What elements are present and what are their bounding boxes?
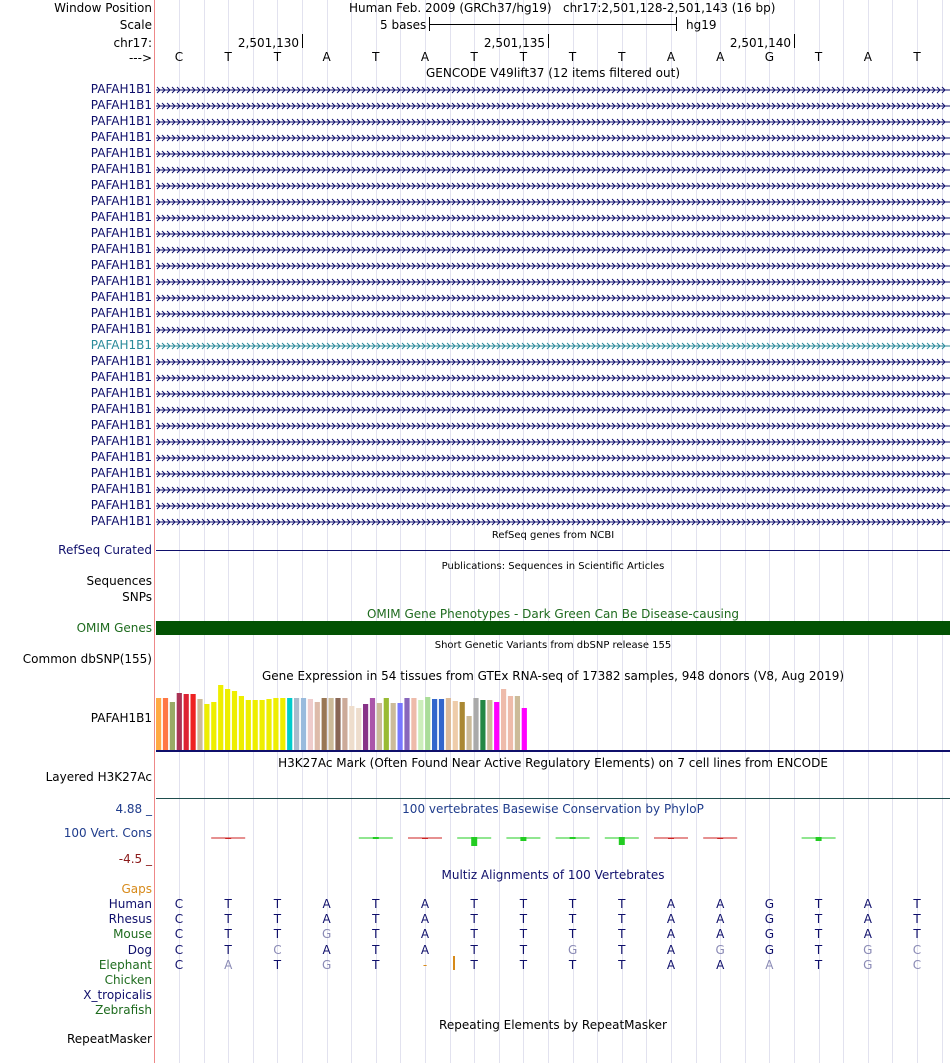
gencode-transcript-line[interactable] [156,405,950,415]
omim-gene-bar[interactable] [156,621,950,635]
gencode-track-title: GENCODE V49lift37 (12 items filtered out) [425,66,680,80]
alignment-base: C [174,927,184,942]
gtex-bar-chart[interactable] [155,682,950,754]
window-position-label: Window Position [54,1,152,15]
gencode-transcript-line[interactable] [156,229,950,239]
gtex-tissue-bar[interactable] [273,698,278,750]
omim-track-label[interactable]: OMIM Genes [76,621,152,635]
gencode-transcript-label[interactable]: PAFAH1B1 [90,162,152,176]
alignment-base: C [912,942,922,957]
conservation-track-label[interactable]: 100 Vert. Cons [63,826,152,840]
gtex-tissue-bar[interactable] [432,699,437,750]
conservation-score-bar[interactable] [422,838,428,839]
conservation-plot[interactable] [155,816,950,862]
conservation-score-bar[interactable] [520,837,526,841]
gencode-transcript-label[interactable]: PAFAH1B1 [90,114,152,128]
alignment-base: A [716,912,725,927]
alignment-base: T [618,927,626,942]
gencode-transcript-line[interactable] [156,117,950,127]
alignment-base: T [224,927,232,942]
gencode-transcript-label[interactable]: PAFAH1B1 [90,386,152,400]
alignment-base: T [519,912,528,927]
alignment-base: T [519,957,528,972]
gencode-transcript-label[interactable]: PAFAH1B1 [90,178,152,192]
gencode-transcript-label[interactable]: PAFAH1B1 [90,194,152,208]
conservation-score-bar[interactable] [816,837,822,841]
conservation-score-bar[interactable] [225,838,231,839]
sequence-base: A [863,50,872,64]
gencode-transcript-line[interactable] [156,357,950,367]
gencode-transcript-line[interactable] [156,373,950,383]
alignment-base: T [814,897,823,911]
gtex-tissue-bar[interactable] [191,694,196,750]
gtex-tissue-bar[interactable] [335,698,340,750]
alignment-base: G [863,957,873,972]
alignment-base: T [372,957,380,972]
label-column-border [154,0,155,1063]
strand-label: ---> [128,51,152,65]
alignment-base: A [765,957,774,972]
alignment-base: T [470,897,478,911]
alignment-base: T [814,942,823,957]
gencode-transcript-line[interactable] [156,389,950,399]
gtex-tissue-bar[interactable] [225,689,230,750]
gtex-tissue-bar[interactable] [501,689,506,750]
gencode-transcript-label[interactable]: PAFAH1B1 [90,146,152,160]
gtex-tissue-bar[interactable] [480,700,485,750]
gtex-tissue-bar[interactable] [460,702,465,750]
alignment-base: T [470,912,478,927]
tick-mark [302,34,303,48]
gencode-transcript-line[interactable] [156,213,950,223]
alignment-base: T [568,957,577,972]
gtex-tissue-bar[interactable] [163,698,168,750]
gtex-tissue-bar[interactable] [204,704,209,750]
sequence-base: T [913,50,921,64]
sequence-base: T [814,50,823,64]
gencode-transcript-line[interactable] [156,85,950,95]
gtex-tissue-bar[interactable] [342,698,347,750]
alignment-base: A [716,927,725,942]
alignment-base: G [764,942,775,957]
position-readout: chr17:2,501,128-2,501,143 (16 bp) [562,1,776,15]
species-label[interactable]: Mouse [113,927,152,942]
chrom-label: chr17: [113,36,152,50]
gencode-transcript-label[interactable]: PAFAH1B1 [90,98,152,112]
gtex-tissue-bar[interactable] [384,698,389,750]
alignment-base: T [273,927,282,942]
alignment-base: T [519,942,528,957]
alignment-base: T [470,927,478,942]
species-label[interactable]: Zebrafish [95,1003,152,1018]
gtex-tissue-bar[interactable] [211,702,216,750]
scale-bar [429,17,677,31]
alignment-base: T [913,927,921,942]
gtex-tissue-bar[interactable] [170,702,175,750]
gtex-tissue-bar[interactable] [508,696,513,750]
refseq-track-label[interactable]: RefSeq Curated [58,543,152,557]
alignment-base: C [174,912,184,927]
gtex-tissue-bar[interactable] [391,703,396,750]
gtex-tissue-bar[interactable] [280,698,285,750]
gencode-transcript-line[interactable] [156,341,950,351]
gencode-transcript-line[interactable] [156,133,950,143]
gtex-tissue-bar[interactable] [439,699,444,750]
alignment-base: T [568,927,577,942]
alignment-base: A [666,927,676,942]
gtex-tissue-bar[interactable] [322,698,327,750]
alignment-base: A [716,957,725,972]
alignment-base: T [372,927,380,942]
gencode-transcript-label[interactable]: PAFAH1B1 [90,450,152,464]
alignment-base: T [519,927,528,942]
publications-track-title: Publications: Sequences in Scientific Articles [441,561,665,572]
alignment-base: T [814,957,823,972]
alignment-base: A [666,897,676,911]
gencode-transcript-line[interactable] [156,485,950,495]
alignment-base: T [470,957,478,972]
gtex-tissue-bar[interactable] [156,698,161,750]
alignment-base: T [372,912,380,927]
alignment-base: A [863,897,872,911]
alignment-base: G [764,897,775,911]
sequence-base: A [666,50,676,64]
gencode-transcript-label[interactable]: PAFAH1B1 [90,130,152,144]
alignment-base: G [863,942,873,957]
alignment-base: G [764,927,775,942]
alignment-base: A [322,897,331,911]
scale-label: Scale [119,18,152,32]
gtex-tissue-bar[interactable] [356,708,361,750]
gencode-transcript-line[interactable] [156,181,950,191]
gtex-tissue-bar[interactable] [370,698,375,750]
conservation-ymin: -4.5 _ [118,852,152,866]
gencode-transcript-label[interactable]: PAFAH1B1 [90,498,152,512]
gtex-tissue-bar[interactable] [177,693,182,750]
gtex-tissue-bar[interactable] [329,698,334,750]
gencode-transcript-label[interactable]: PAFAH1B1 [90,82,152,96]
h3k27ac-track-title: H3K27Ac Mark (Often Found Near Active Regulatory Elements) on 7 cell lines from ENCODE [278,756,828,770]
gtex-tissue-bar[interactable] [467,716,472,750]
repeatmasker-track-title: Repeating Elements by RepeatMasker [439,1018,667,1032]
gtex-tissue-bar[interactable] [487,700,492,750]
conservation-score-bar[interactable] [471,837,477,846]
repeatmasker-track-label[interactable]: RepeatMasker [66,1032,152,1046]
alignment-base: G [567,942,578,957]
conservation-score-bar[interactable] [619,837,625,845]
gtex-tissue-bar[interactable] [411,698,416,750]
alignment-base: A [863,912,872,927]
conservation-ymax: 4.88 _ [115,802,152,816]
alignment-base: C [174,957,184,972]
gencode-transcript-line[interactable] [156,309,950,319]
tick-mark [548,34,549,48]
sequence-base: A [322,50,331,64]
gtex-tissue-bar[interactable] [349,706,354,750]
gtex-tissue-bar[interactable] [184,694,189,750]
gtex-tissue-bar[interactable] [260,700,265,750]
gtex-tissue-bar[interactable] [246,700,251,750]
sequence-base: A [716,50,725,64]
alignment-base: T [618,912,626,927]
refseq-feature-line[interactable] [156,550,950,551]
gencode-transcript-line[interactable] [156,453,950,463]
alignment-base: T [568,912,577,927]
gencode-transcript-label[interactable]: PAFAH1B1 [90,466,152,480]
gencode-transcript-line[interactable] [156,197,950,207]
refseq-track-title: RefSeq genes from NCBI [491,530,615,541]
h3k27ac-baseline [156,798,950,799]
assembly-title [349,1,775,15]
gencode-transcript-line[interactable] [156,517,950,527]
gencode-transcript-label[interactable]: PAFAH1B1 [90,434,152,448]
gtex-tissue-bar[interactable] [294,698,299,750]
gtex-tissue-bar[interactable] [473,698,478,750]
gencode-transcript-label[interactable]: PAFAH1B1 [90,514,152,528]
sequence-base: T [470,50,478,64]
gencode-transcript-line[interactable] [156,165,950,175]
alignment-base: G [321,927,332,942]
gencode-transcript-label[interactable]: PAFAH1B1 [90,258,152,272]
gencode-transcript-label[interactable]: PAFAH1B1 [90,210,152,224]
alignment-base: C [912,957,922,972]
gencode-transcript-label[interactable]: PAFAH1B1 [90,354,152,368]
gtex-tissue-bar[interactable] [425,697,430,750]
tick-label: 2,501,130 [237,36,299,50]
gencode-transcript-line[interactable] [156,261,950,271]
gtex-tissue-bar[interactable] [398,703,403,750]
alignment-base: T [273,897,282,911]
dbsnp-track-title: Short Genetic Variants from dbSNP release 155 [434,640,672,651]
alignment-base: T [814,927,823,942]
gencode-transcript-line[interactable] [156,149,950,159]
gtex-tissue-bar[interactable] [197,699,202,750]
alignment-base: T [372,942,380,957]
alignment-base: A [420,942,430,957]
gencode-transcript-label[interactable]: PAFAH1B1 [90,306,152,320]
gencode-transcript-label[interactable]: PAFAH1B1 [90,482,152,496]
gencode-transcript-line[interactable] [156,293,950,303]
alignment-base: T [273,912,282,927]
conservation-score-bar[interactable] [668,838,674,839]
alignment-base: C [174,897,184,911]
gtex-tissue-bar[interactable] [266,699,271,750]
gencode-transcript-label[interactable]: PAFAH1B1 [90,338,152,352]
species-label[interactable]: Human [108,897,152,911]
species-label[interactable]: Chicken [104,973,152,987]
alignment-base: T [519,897,528,911]
alignment-base: A [666,942,676,957]
alignment-base: A [322,912,331,927]
tick-label: 2,501,140 [729,36,791,50]
alignment-base: T [372,897,380,911]
gencode-transcript-line[interactable] [156,469,950,479]
gencode-transcript-label[interactable]: PAFAH1B1 [90,242,152,256]
alignment-base: T [224,942,232,957]
gtex-tissue-bar[interactable] [287,698,292,750]
alignment-base: T [618,942,626,957]
alignment-base: A [420,927,430,942]
gencode-transcript-line[interactable] [156,325,950,335]
gencode-transcript-label[interactable]: PAFAH1B1 [90,290,152,304]
alignment-base: A [322,942,331,957]
scale-text: 5 bases [380,18,427,32]
alignment-base: T [568,897,577,911]
sequence-base: T [372,50,380,64]
sequence-base: G [764,50,775,64]
gtex-tissue-bar[interactable] [253,700,258,750]
alignment-base: T [814,912,823,927]
alignment-base: A [716,897,725,911]
gencode-transcript-line[interactable] [156,501,950,511]
gencode-transcript-line[interactable] [156,245,950,255]
gencode-transcript-label[interactable]: PAFAH1B1 [90,274,152,288]
gtex-track-title: Gene Expression in 54 tissues from GTEx RNA-seq of 17382 samples, 948 donors (V8, Aug 2019) [261,669,845,683]
sequence-base: T [224,50,232,64]
tick-mark [794,34,795,48]
h3k27ac-track-label[interactable]: Layered H3K27Ac [45,770,152,784]
gtex-tissue-bar[interactable] [418,700,423,750]
alignment-base: A [224,957,233,972]
tick-label: 2,501,135 [483,36,545,50]
sequence-base: T [519,50,528,64]
omim-track-title: OMIM Gene Phenotypes - Dark Green Can Be Disease-causing [366,607,740,621]
publications-label-snps[interactable]: SNPs [122,590,152,604]
multiz-gaps-label: Gaps [121,882,152,896]
sequence-base: T [618,50,626,64]
alignment-base: T [618,897,626,911]
alignment-base: T [224,897,232,911]
publications-label-sequences[interactable]: Sequences [86,574,152,588]
alignment-base: G [321,957,332,972]
sequence-base: T [568,50,577,64]
gencode-transcript-line[interactable] [156,277,950,287]
gtex-track-label[interactable]: PAFAH1B1 [90,711,152,725]
sequence-base: T [273,50,282,64]
sequence-base: A [420,50,430,64]
conservation-track-title: 100 vertebrates Basewise Conservation by PhyloP [402,802,704,816]
gtex-tissue-bar[interactable] [515,696,520,750]
gencode-transcript-label[interactable]: PAFAH1B1 [90,322,152,336]
gtex-tissue-bar[interactable] [308,699,313,750]
conservation-score-bar[interactable] [373,837,379,839]
gtex-tissue-bar[interactable] [301,698,306,750]
alignment-base: T [913,912,921,927]
gtex-tissue-bar[interactable] [239,696,244,750]
species-label[interactable]: Elephant [98,957,152,972]
assembly-name: Human Feb. 2009 (GRCh37/hg19) [349,1,552,15]
scale-db: hg19 [686,18,717,32]
gencode-transcript-label[interactable]: PAFAH1B1 [90,370,152,384]
alignment-base: A [420,912,430,927]
alignment-base: T [273,957,282,972]
alignment-base: A [863,927,872,942]
gencode-transcript-line[interactable] [156,421,950,431]
gtex-tissue-bar[interactable] [453,701,458,750]
alignment-base: G [764,912,775,927]
gtex-tissue-bar[interactable] [377,703,382,750]
alignment-base: T [224,912,232,927]
alignment-base: G [715,942,725,957]
gencode-transcript-label[interactable]: PAFAH1B1 [90,418,152,432]
gtex-tissue-bar[interactable] [232,691,237,750]
alignment-base: C [273,942,282,957]
gtex-tissue-bar[interactable] [446,698,451,750]
gencode-transcript-line[interactable] [156,437,950,447]
gtex-tissue-bar[interactable] [404,698,409,750]
gap-marker [453,956,455,970]
gtex-tissue-bar[interactable] [494,702,499,750]
alignment-base: T [618,957,626,972]
alignment-base: A [666,912,676,927]
species-label[interactable]: X_tropicalis [83,988,152,1003]
conservation-score-bar[interactable] [570,837,576,839]
gencode-transcript-label[interactable]: PAFAH1B1 [90,402,152,416]
alignment-base: A [666,957,676,972]
alignment-base: C [174,942,184,957]
gtex-tissue-bar[interactable] [218,685,223,750]
gtex-tissue-bar[interactable] [522,708,527,750]
multiz-track-title: Multiz Alignments of 100 Vertebrates [441,868,665,882]
sequence-base: C [174,50,184,64]
gtex-tissue-bar[interactable] [315,702,320,750]
conservation-score-bar[interactable] [717,838,723,839]
alignment-base: T [470,942,478,957]
species-label[interactable]: Dog [127,942,152,957]
alignment-base: - [422,957,428,972]
gencode-transcript-label[interactable]: PAFAH1B1 [90,226,152,240]
gtex-tissue-bar[interactable] [363,704,368,750]
alignment-base: A [420,897,430,911]
dbsnp-track-label[interactable]: Common dbSNP(155) [22,652,152,666]
gencode-transcript-line[interactable] [156,101,950,111]
species-label[interactable]: Rhesus [108,912,152,927]
alignment-base: T [913,897,921,911]
